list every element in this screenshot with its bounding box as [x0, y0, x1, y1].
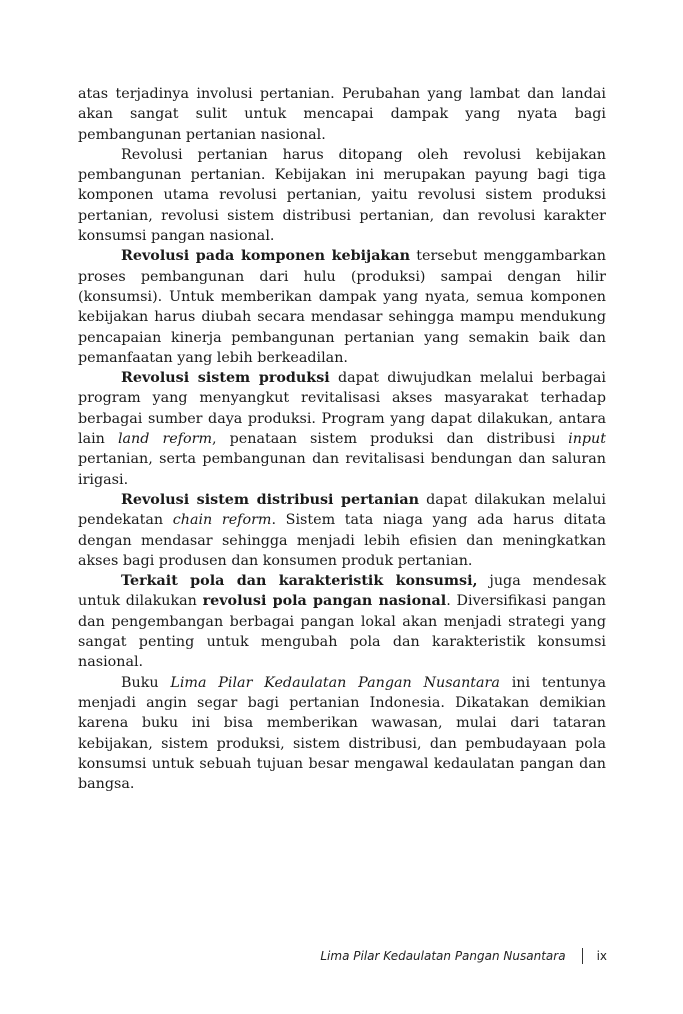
page-body: [78, 84, 606, 794]
page-footer: [320, 948, 607, 964]
paragraph: [78, 246, 606, 368]
paragraph: [78, 571, 606, 672]
italic-text: input: [568, 431, 607, 448]
paragraph: [78, 84, 606, 145]
bold-text: Terkait pola dan karakteristik konsumsi,: [121, 573, 478, 590]
italic-text: chain reform: [172, 512, 272, 529]
footer-divider: [582, 948, 583, 964]
bold-text: revolusi pola pangan nasional: [202, 593, 447, 610]
paragraph: [78, 368, 606, 490]
paragraph-text: Buku: [121, 674, 171, 691]
paragraph-text: , penataan sistem produksi dan distribusi: [212, 431, 569, 448]
italic-text: land reform: [117, 431, 213, 448]
page-number: ix: [596, 949, 607, 963]
paragraph: [78, 673, 606, 795]
paragraph-text: dapat diwujudkan melalui berbagai program yang menyangkut revitalisasi akses masyarakat terhadap berbagai sumber daya produksi. Program yang dapat dilakukan, antara lain: [78, 370, 606, 448]
bold-text: Revolusi sistem produksi: [121, 370, 330, 387]
paragraph: [78, 490, 606, 571]
paragraph-text: juga mendesak untuk dilakukan: [78, 573, 606, 610]
paragraph-text: Revolusi pertanian harus ditopang oleh revolusi kebijakan pembangunan pertanian. Kebijakan ini merupakan payung bagi tiga komponen utama revolusi pertanian, yaitu revolusi sistem produksi pertanian, revolusi sistem distribusi pertanian, dan revolusi karakter konsumsi pangan nasional.: [78, 146, 606, 245]
paragraph-text: atas terjadinya involusi pertanian. Perubahan yang lambat dan landai akan sangat sulit untuk mencapai dampak yang nyata bagi pembangunan pertanian nasional.: [78, 86, 606, 143]
paragraph-text: . Diversifikasi pangan dan pengembangan berbagai pangan lokal akan menjadi strategi yang sangat penting untuk mengubah pola dan karakteristik konsumsi nasional.: [78, 593, 607, 671]
paragraph: [78, 145, 606, 246]
paragraph-text: . Sistem tata niaga yang ada harus ditata dengan mendasar sehingga menjadi lebih efisien dan meningkatkan akses bagi produsen dan konsumen produk pertanian.: [78, 512, 606, 569]
italic-text: Lima Pilar Kedaulatan Pangan Nusantara: [170, 674, 500, 691]
bold-text: Revolusi pada komponen kebijakan: [121, 248, 411, 265]
paragraph-text: dapat dilakukan melalui pendekatan: [78, 491, 606, 529]
paragraph-text: tersebut menggambarkan proses pembangunan dari hulu (produksi) sampai dengan hilir (konsumsi). Untuk memberikan dampak yang nyata, semua komponen kebijakan harus diubah secara mendasar sehingga mampu mendukung pencapaian kinerja pembangunan pertanian yang semakin baik dan pemanfaatan yang lebih berkeadilan.: [78, 248, 606, 366]
paragraph-text: ini tentunya menjadi angin segar bagi pertanian Indonesia. Dikatakan demikian karena buku ini bisa memberikan wawasan, mulai dari tataran kebijakan, sistem produksi, sistem distribusi, dan pembudayaan pola konsumsi untuk sebuah tujuan besar mengawal kedaulatan pangan dan bangsa.: [78, 674, 606, 793]
running-title: Lima Pilar Kedaulatan Pangan Nusantara: [320, 949, 566, 963]
paragraph-text: pertanian, serta pembangunan dan revitalisasi bendungan dan saluran irigasi.: [78, 451, 606, 488]
bold-text: Revolusi sistem distribusi pertanian: [121, 491, 420, 508]
